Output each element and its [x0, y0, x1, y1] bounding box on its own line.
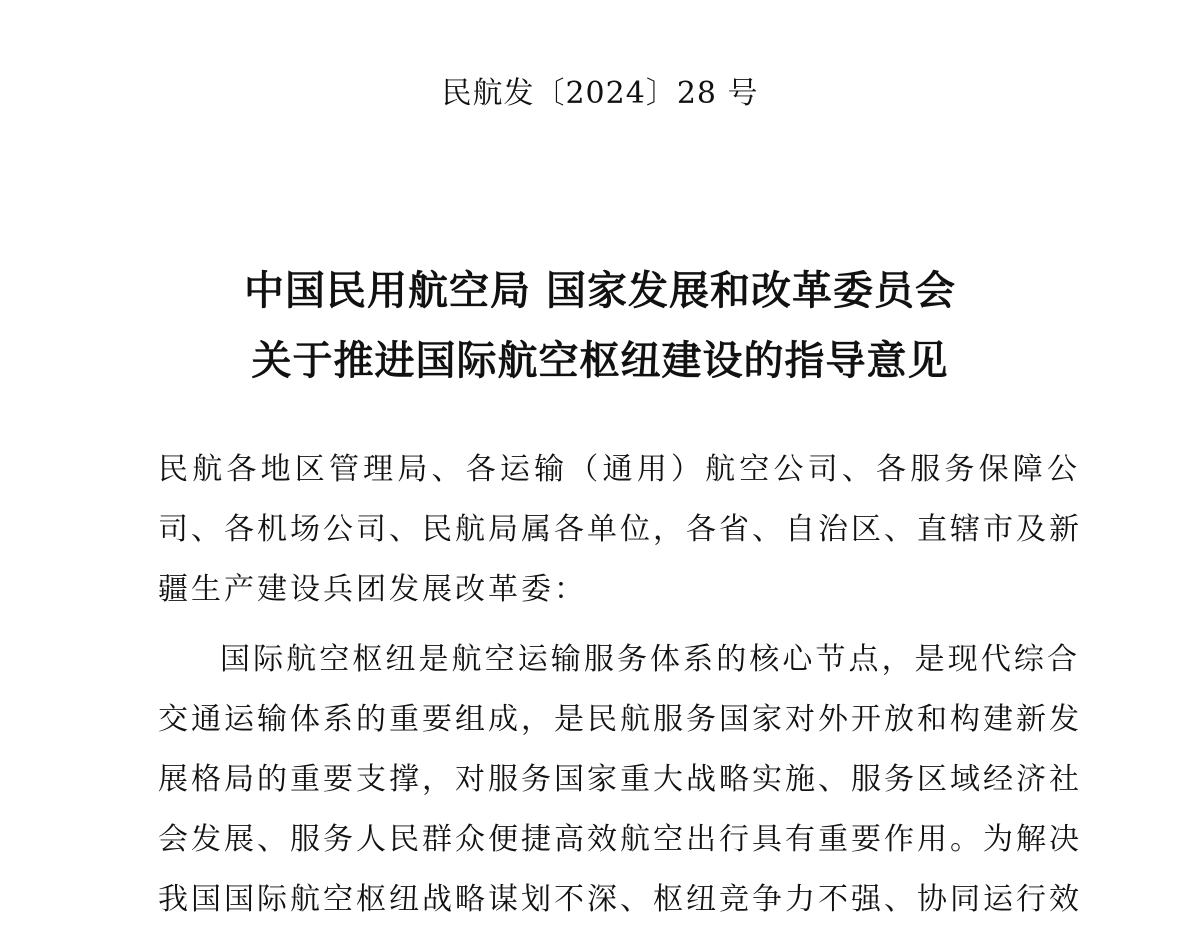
document-number: 民航发〔2024〕28 号	[441, 76, 759, 111]
document-title-line-1: 中国民用航空局 国家发展和改革委员会	[244, 268, 956, 314]
body-paragraph	[158, 630, 1080, 930]
salutation-line: 司、各机场公司、民航局属各单位，各省、自治区、直辖市及新	[158, 512, 1082, 547]
paragraph-line: 展格局的重要支撑，对服务国家重大战略实施、服务区域经济社	[158, 762, 1082, 797]
salutation	[158, 440, 1080, 620]
salutation-line: 民航各地区管理局、各运输（通用）航空公司、各服务保障公	[158, 452, 1080, 487]
paragraph-line: 交通运输体系的重要组成，是民航服务国家对外开放和构建新发	[158, 702, 1082, 737]
paragraph-line: 会发展、服务人民群众便捷高效航空出行具有重要作用。为解决	[158, 822, 1082, 857]
paragraph-line: 我国国际航空枢纽战略谋划不深、枢纽竞争力不强、协同运行效	[158, 882, 1082, 917]
paragraph-line: 国际航空枢纽是航空运输服务体系的核心节点，是现代综合	[220, 642, 1080, 677]
document-title-line-2: 关于推进国际航空枢纽建设的指导意见	[251, 338, 949, 384]
salutation-line: 疆生产建设兵团发展改革委：	[158, 572, 587, 607]
